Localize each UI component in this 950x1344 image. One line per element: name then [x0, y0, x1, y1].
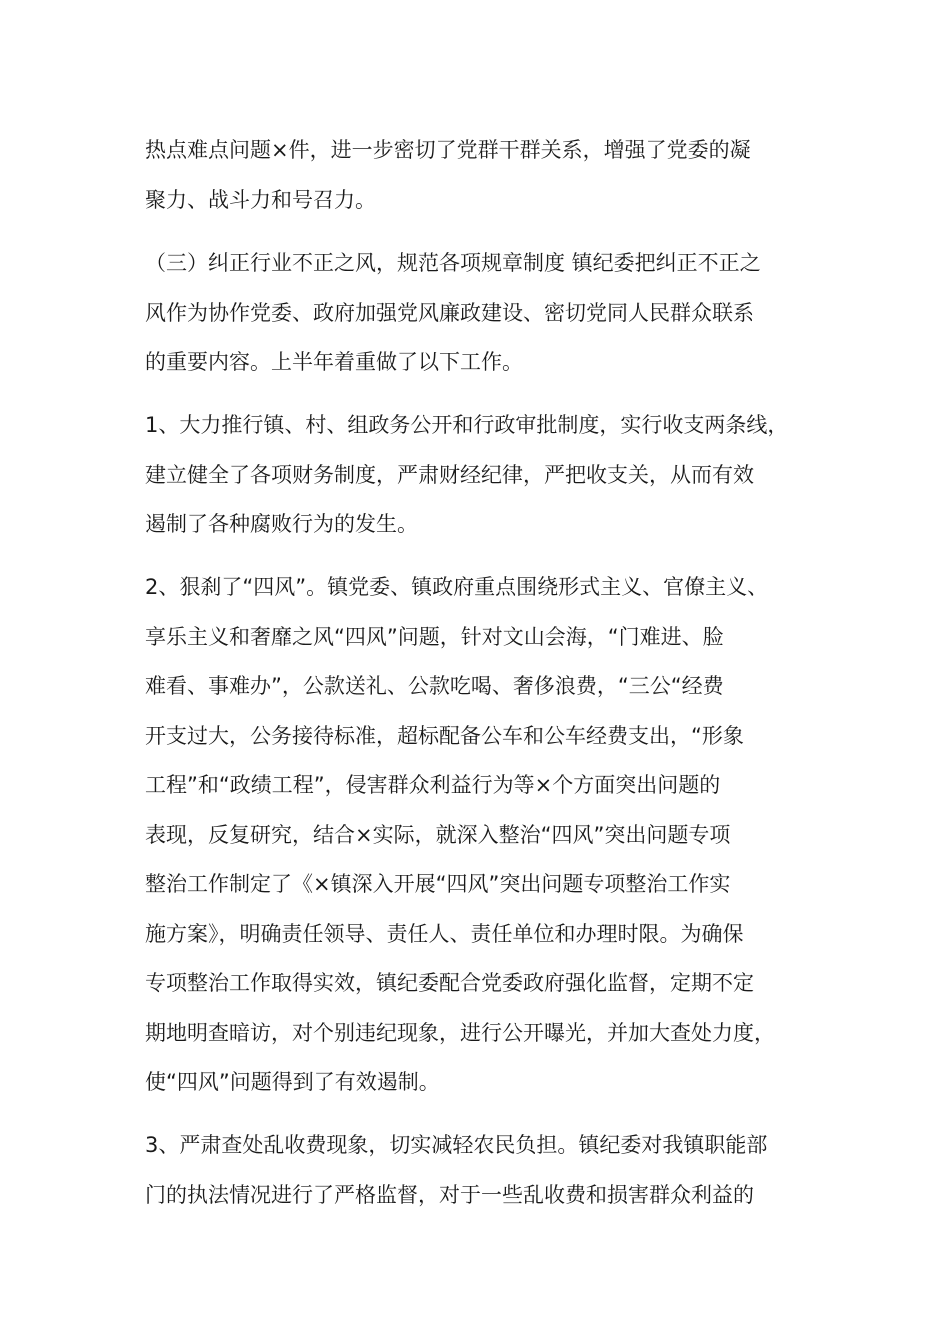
text-line: 难看、事难办”，公款送礼、公款吃喝、奢侈浪费，“三公“经费 [145, 674, 724, 698]
text-line: 整治工作制定了《×镇深入开展“四风”突出问题专项整治工作实 [145, 872, 731, 896]
text-line: 风作为协作党委、政府加强党风廉政建设、密切党同人民群众联系 [145, 301, 754, 325]
text-line: 遏制了各种腐败行为的发生。 [145, 512, 418, 536]
text-line: 门的执法情况进行了严格监督，对于一些乱收费和损害群众利益的 [145, 1183, 754, 1207]
text-line: 热点难点问题×件，进一步密切了党群干群关系，增强了党委的凝 [145, 138, 751, 162]
text-line: 表现，反复研究，结合×实际，就深入整治“四风”突出问题专项 [145, 823, 731, 847]
section-heading-line: （三）纠正行业不正之风，规范各项规章制度 镇纪委把纠正不正之 [145, 251, 761, 275]
text-line: 建立健全了各项财务制度，严肃财经纪律，严把收支关，从而有效 [145, 463, 754, 487]
text-line: 工程”和“政绩工程”，侵害群众利益行为等×个方面突出问题的 [145, 773, 721, 797]
list-item-1-line: 1、大力推行镇、村、组政务公开和行政审批制度，实行收支两条线， [145, 413, 789, 437]
text-line: 开支过大，公务接待标准，超标配备公车和公车经费支出，“形象 [145, 724, 744, 748]
text-line: 期地明查暗访，对个别违纪现象，进行公开曝光，并加大查处力度， [145, 1021, 775, 1045]
text-line: 的重要内容。上半年着重做了以下工作。 [145, 350, 523, 374]
text-line: 施方案》，明确责任领导、责任人、责任单位和办理时限。为确保 [145, 922, 744, 946]
text-line: 专项整治工作取得实效，镇纪委配合党委政府强化监督，定期不定 [145, 971, 754, 995]
text-line: 聚力、战斗力和号召力。 [145, 188, 376, 212]
text-line: 使“四风”问题得到了有效遏制。 [145, 1070, 440, 1094]
text-line: 享乐主义和奢靡之风“四风”问题，针对文山会海，“门难进、脸 [145, 625, 724, 649]
list-item-2-line: 2、狠刹了“四风”。镇党委、镇政府重点围绕形式主义、官僚主义、 [145, 575, 769, 599]
list-item-3-line: 3、严肃查处乱收费现象，切实减轻农民负担。镇纪委对我镇职能部 [145, 1133, 768, 1157]
